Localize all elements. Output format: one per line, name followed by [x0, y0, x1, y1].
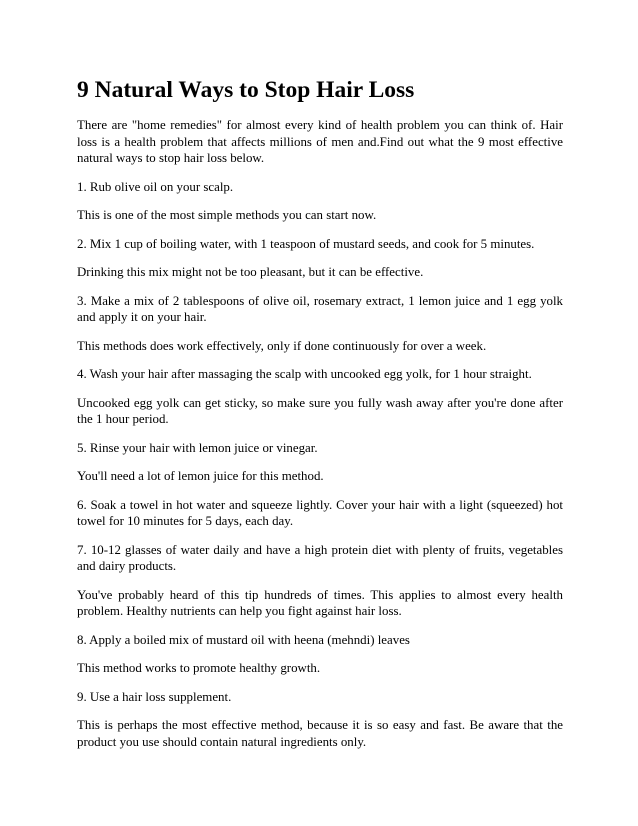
tip-8-description: This method works to promote healthy growth. [77, 661, 321, 675]
tip-2-description: Drinking this mix might not be too pleasant, but it can be effective. [77, 265, 424, 279]
tip-2-heading: 2. Mix 1 cup of boiling water, with 1 teaspoon of mustard seeds, and cook for 5 minutes. [77, 236, 535, 251]
tip-4-description: Uncooked egg yolk can get sticky, so make sure you fully wash away after you're done after the 1 hour period. [77, 395, 563, 426]
tip-7-heading: 7. 10-12 glasses of water daily and have a high protein diet with plenty of fruits, vegetables and dairy products. [77, 542, 563, 573]
tip-6-heading: 6. Soak a towel in hot water and squeeze lightly. Cover your hair with a light (squeezed) hot towel for 10 minutes for 5 days, each day. [77, 497, 563, 528]
tip-5-description: You'll need a lot of lemon juice for this method. [77, 469, 324, 483]
tip-3-description: This methods does work effectively, only if done continuously for over a week. [77, 338, 487, 353]
tip-1-description: This is one of the most simple methods you can start now. [77, 208, 377, 222]
tip-9-heading: 9. Use a hair loss supplement. [77, 689, 232, 704]
tip-3-heading: 3. Make a mix of 2 tablespoons of olive oil, rosemary extract, 1 lemon juice and 1 egg yolk and apply it on your hair. [77, 293, 563, 324]
tip-5-heading: 5. Rinse your hair with lemon juice or vinegar. [77, 440, 318, 455]
tip-4-heading: 4. Wash your hair after massaging the scalp with uncooked egg yolk, for 1 hour straight. [77, 367, 532, 381]
tip-8-heading: 8. Apply a boiled mix of mustard oil with heena (mehndi) leaves [77, 632, 410, 647]
tip-7-description: You've probably heard of this tip hundreds of times. This applies to almost every health problem. Healthy nutrients can help you fight against hair loss. [77, 587, 563, 618]
tip-1-heading: 1. Rub olive oil on your scalp. [77, 179, 234, 194]
page-title: 9 Natural Ways to Stop Hair Loss [77, 77, 415, 103]
tip-9-description: This is perhaps the most effective method, because it is so easy and fast. Be aware that the product you use should contain natural ingredients only. [77, 718, 563, 749]
document-page [77, 76, 563, 762]
intro-paragraph: There are "home remedies" for almost every kind of health problem you can think of. Hair loss is a health problem that affects millions of men and.Find out what the 9 most effective natural ways to stop hair loss below. [77, 118, 563, 165]
